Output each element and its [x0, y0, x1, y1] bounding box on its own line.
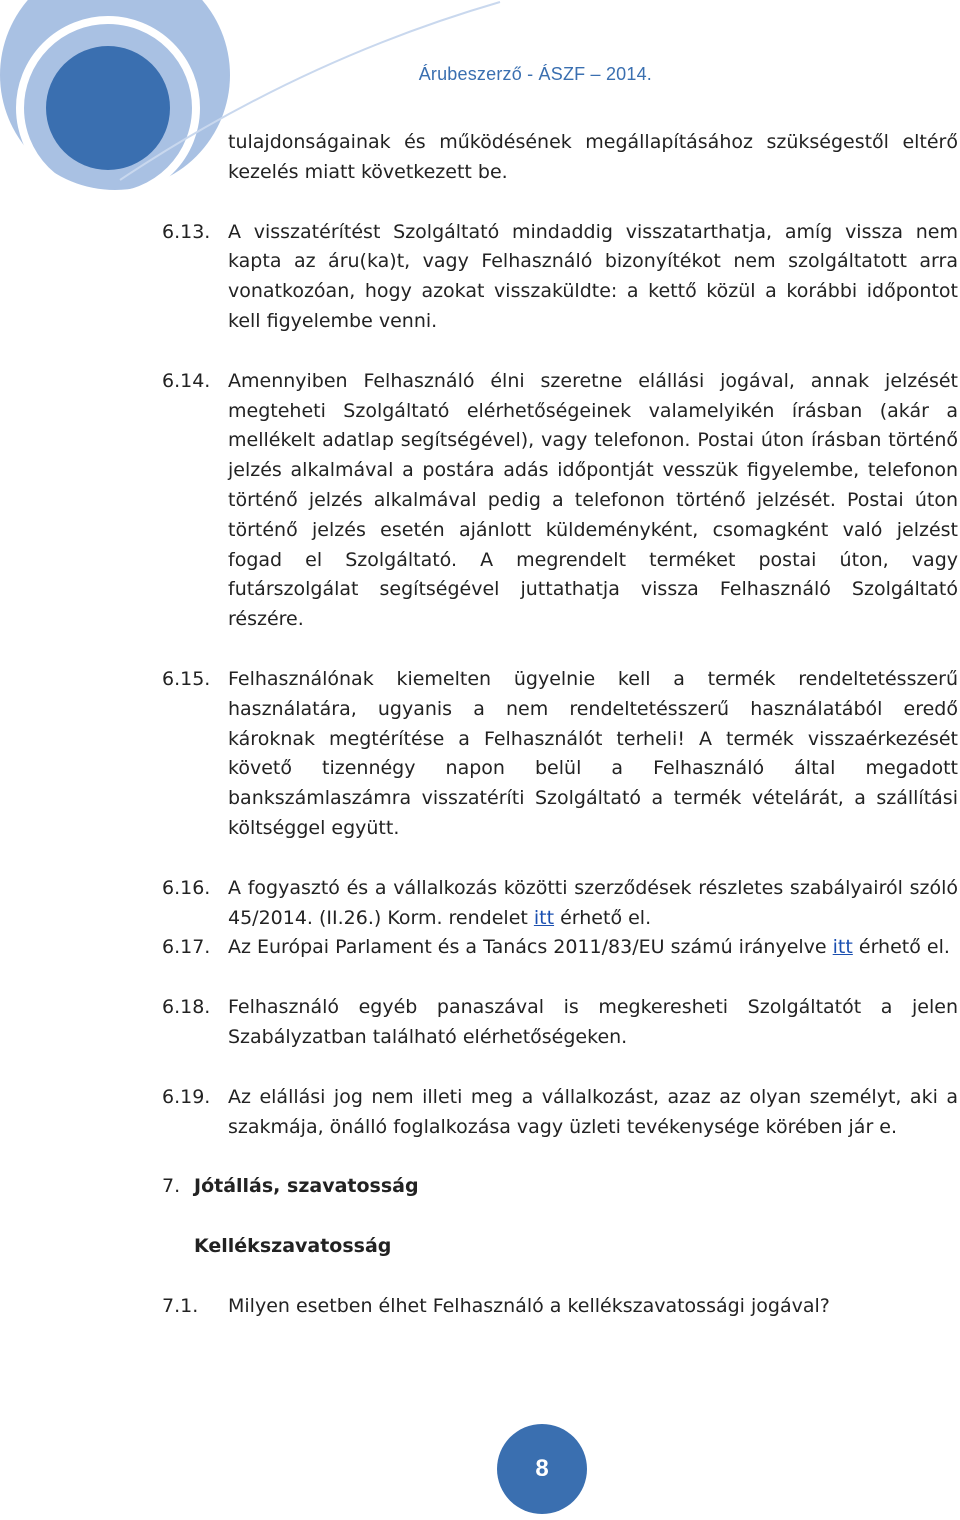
document-body [162, 128, 958, 1322]
clause-number: 7.1. [162, 1294, 199, 1317]
subsection-title: Kellékszavatosság [194, 1235, 392, 1258]
clause-7-1 [162, 1292, 958, 1322]
clause-text: Az elállási jog nem illeti meg a vállalkozást, azaz az olyan személyt, aki a szakmája, önálló foglalkozása vagy üzleti tevékenysége körében jár e. [228, 1085, 958, 1138]
clause-number: 6.15. [162, 667, 211, 690]
clause-text-after: érhető el. [852, 936, 950, 959]
section-title: Jótállás, szavatosság [194, 1175, 419, 1198]
regulation-link[interactable]: itt [533, 906, 555, 929]
header-title: Árubeszerző - ÁSZF – 2014. [418, 64, 652, 84]
clause-text-after: érhető el. [554, 906, 652, 929]
clause-number: 6.16. [162, 876, 211, 899]
subsection-heading [162, 1232, 958, 1262]
clause-text-before: A fogyasztó és a vállalkozás közötti szerződések részletes szabályairól szóló 45/2014. (II.26.) Korm. rendelet [228, 876, 958, 929]
directive-link[interactable]: itt [832, 936, 853, 959]
section-number: 7. [162, 1175, 181, 1198]
clause-text: Felhasználónak kiemelten ügyelnie kell a termék rendeltetésszerű használatára, ugyanis a nem rendeltetésszerű használatából eredő károknak megtérítése a Felhasználót terheli! A termék visszaérkezését követő tizennégy napon belül a Felhasználó által megadott bankszámlaszámra visszatéríti Szolgáltató a termék vételárát, a szállítási költséggel együtt. [228, 667, 958, 839]
clause-number: 6.18. [162, 996, 211, 1019]
clause-6-18 [162, 993, 958, 1053]
clause-text: Felhasználó egyéb panaszával is megkeresheti Szolgáltatót a jelen Szabályzatban található elérhetőségeken. [228, 996, 958, 1048]
page-number-badge [497, 1424, 587, 1514]
clause-number: 6.13. [162, 220, 211, 243]
clause-6-15 [162, 665, 958, 844]
section-heading [162, 1172, 958, 1202]
continuation-text: tulajdonságainak és működésének megállapításához szükségestől eltérő kezelés miatt következett be. [228, 131, 958, 183]
clause-number: 6.19. [162, 1085, 211, 1108]
clause-text-before: Az Európai Parlament és a Tanács 2011/83/EU számú irányelve [228, 936, 833, 959]
clause-text: Amennyiben Felhasználó élni szeretne elállási jogával, annak jelzését megteheti Szolgáltató elérhetőségeinek valamelyikén írásban (akár a mellékelt adatlap segítségével), vagy telefonon. Postai úton írásban történő jelzés alkalmával a postára adás időpontját vesszük figyelembe, telefonon történő jelzés alkalmával pedig a telefonon történő jelzését. Postai úton történő jelzés esetén ajánlott küldeményként, csomagként való jelzést fogad el Szolgáltató. A megrendelt terméket postai úton, vagy futárszolgálat segítségével juttathatja vissza Felhasználó Szolgáltató részére. [228, 369, 958, 631]
clause-text: A visszatérítést Szolgáltató mindaddig visszatarthatja, amíg vissza nem kapta az áru(ka)t, vagy Felhasználó bizonyítékot nem szolgáltatott arra vonatkozóan, hogy azokat visszaküldte: a kettő közül a korábbi időpontot kell figyelembe venni. [228, 220, 958, 332]
continuation-paragraph [162, 128, 958, 188]
page-number: 8 [535, 1455, 549, 1482]
clause-6-19 [162, 1083, 958, 1143]
clause-number: 6.17. [162, 936, 211, 959]
clause-6-16 [162, 874, 958, 934]
clause-text: Milyen esetben élhet Felhasználó a kellékszavatossági jogával? [228, 1294, 830, 1317]
clause-6-17 [162, 933, 958, 963]
clause-number: 6.14. [162, 369, 211, 392]
clause-6-13 [162, 218, 958, 337]
clause-6-14 [162, 367, 958, 635]
inner-circle-shape [46, 46, 170, 170]
